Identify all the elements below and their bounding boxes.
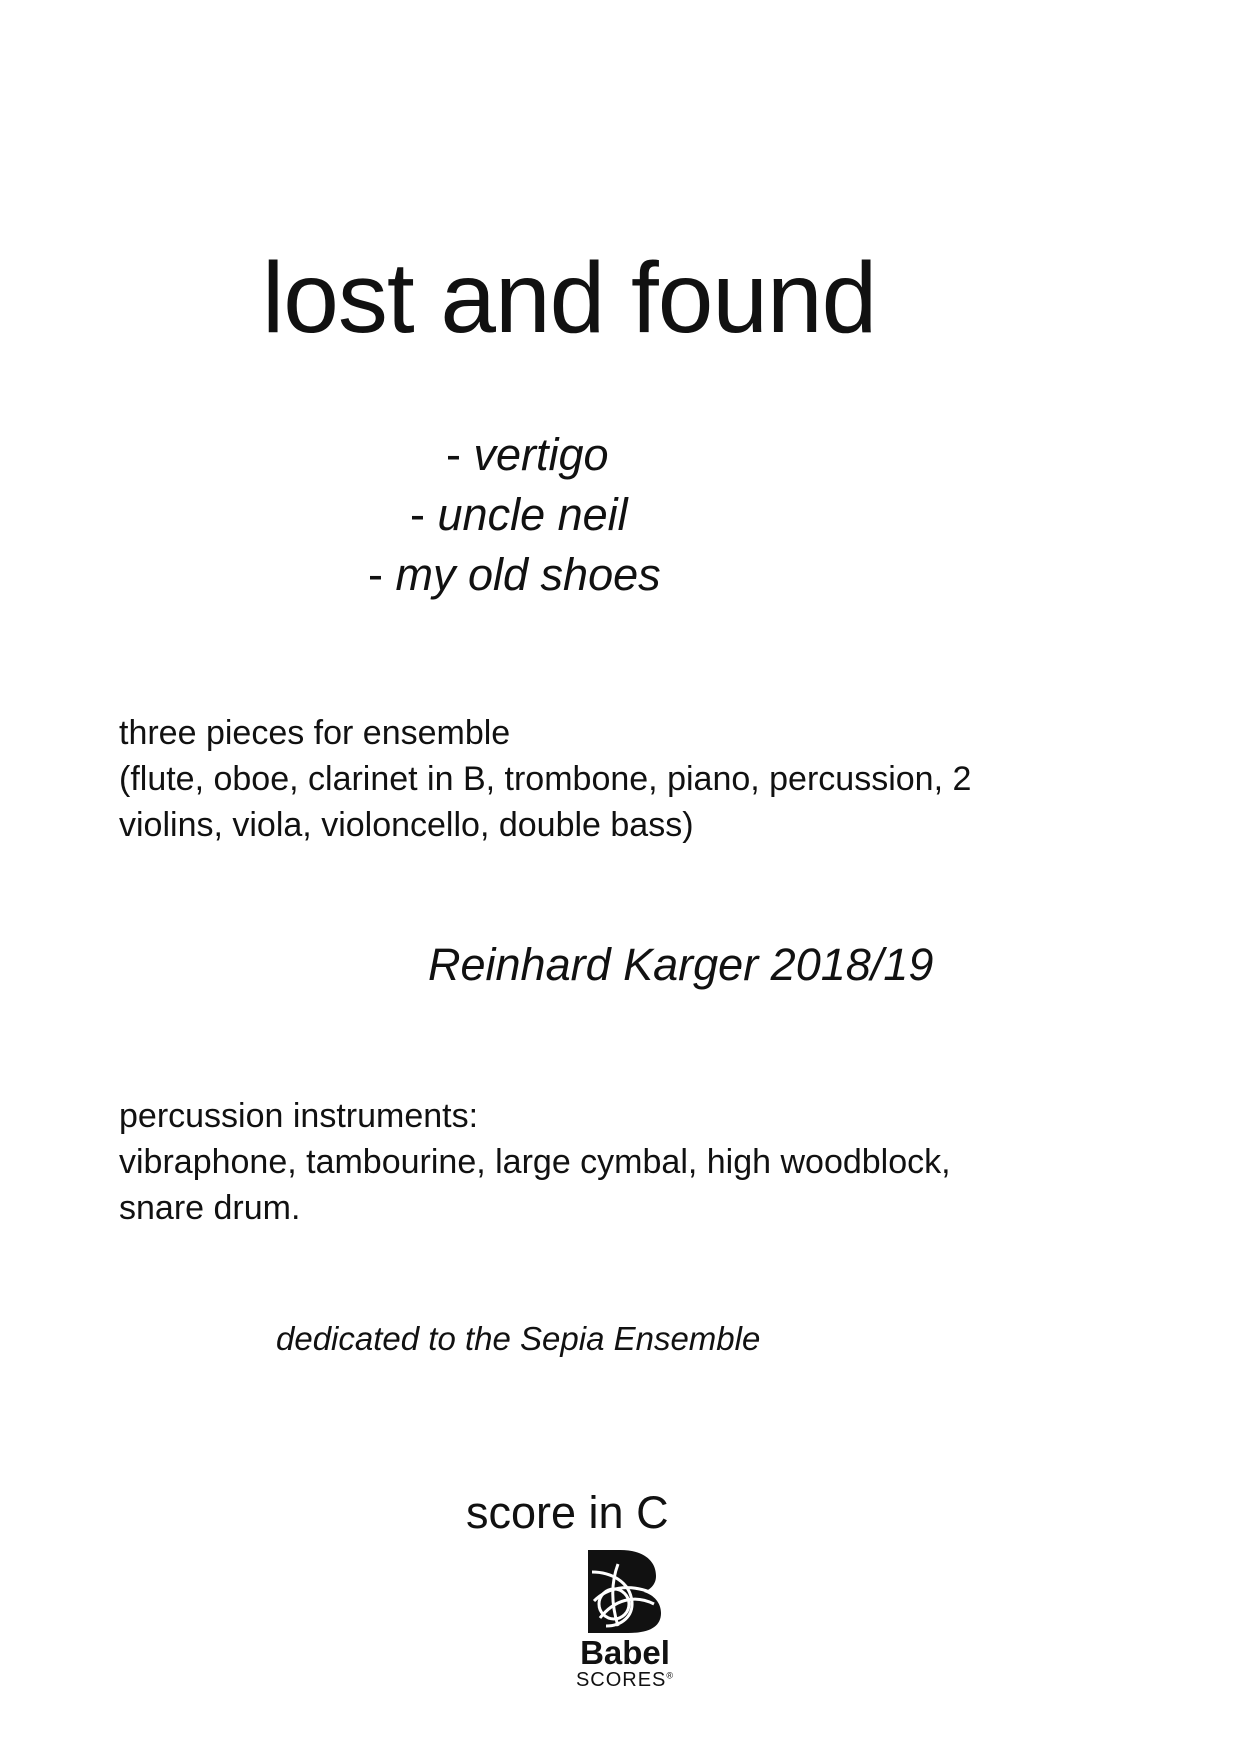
percussion-line: snare drum.	[119, 1189, 301, 1227]
registered-mark: ®	[666, 1670, 675, 1681]
movement-item	[368, 545, 661, 605]
movement-dash: -	[446, 429, 461, 480]
publisher-subname	[570, 1670, 680, 1690]
babel-b-icon	[570, 1546, 680, 1634]
movement-dash: -	[410, 489, 425, 540]
publisher-logo	[570, 1546, 680, 1696]
percussion-heading: percussion instruments:	[119, 1097, 479, 1135]
movement-item	[410, 485, 628, 545]
movement-name: uncle neil	[437, 489, 628, 540]
dedication: dedicated to the Sepia Ensemble	[276, 1320, 761, 1357]
ensemble-description	[119, 710, 971, 848]
publisher-name: Babel	[580, 1634, 670, 1671]
movement-item	[446, 425, 609, 485]
percussion-list	[119, 1093, 951, 1231]
description-line: three pieces for ensemble	[119, 714, 511, 752]
page-title: lost and found	[262, 242, 877, 354]
percussion-line: vibraphone, tambourine, large cymbal, high woodblock,	[119, 1143, 951, 1181]
composer-credit: Reinhard Karger 2018/19	[428, 939, 934, 990]
movement-dash: -	[368, 549, 383, 600]
description-line: (flute, oboe, clarinet in B, trombone, piano, percussion, 2	[119, 760, 972, 798]
publisher-sub-text: SCORES	[575, 1669, 667, 1691]
description-line: violins, viola, violoncello, double bass)	[119, 806, 694, 844]
movement-name: my old shoes	[395, 549, 661, 600]
score-label: score in C	[466, 1487, 669, 1538]
movement-name: vertigo	[473, 429, 609, 480]
